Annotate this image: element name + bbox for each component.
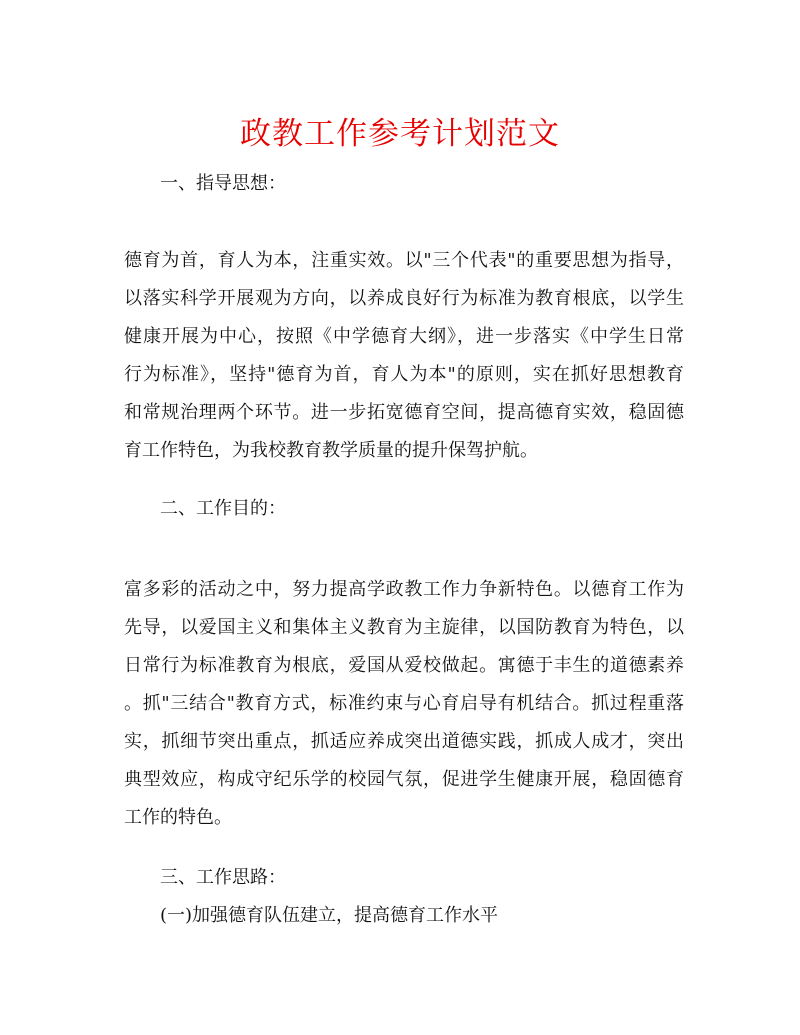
paragraph-line: 育工作特色，为我校教育教学质量的提升保驾护航。	[124, 440, 538, 461]
paragraph-line: 以落实科学开展观为方向，以养成良好行为标准为教育根底，以学生	[124, 288, 684, 309]
paragraph-line: 实，抓细节突出重点，抓适应养成突出道德实践，抓成人成才，突出	[124, 731, 684, 752]
paragraph-line: 富多彩的活动之中，努力提高学政教工作力争新特色。以德育工作为	[124, 579, 684, 600]
section-heading-work-approach: 三、工作思路：	[160, 867, 286, 888]
document-title: 政教工作参考计划范文	[240, 116, 560, 152]
paragraph-line: 先导，以爱国主义和集体主义教育为主旋律，以国防教育为特色，以	[124, 617, 684, 638]
paragraph-line: 德育为首，育人为本，注重实效。以"三个代表"的重要思想为指导，	[124, 250, 684, 271]
paragraph-line: 行为标准》，坚持"德育为首，育人为本"的原则，实在抓好思想教育	[124, 364, 684, 385]
paragraph-guiding-ideology	[124, 242, 684, 470]
paragraph-line: 和常规治理两个环节。进一步拓宽德育空间，提高德育实效，稳固德	[124, 402, 684, 423]
paragraph-line: 工作的特色。	[124, 807, 232, 828]
paragraph-work-goals	[124, 571, 684, 837]
paragraph-line: 健康开展为中心，按照《中学德育大纲》，进一步落实《中学生日常	[124, 326, 684, 347]
section-heading-work-goals: 二、工作目的：	[160, 498, 286, 519]
paragraph-line: 典型效应，构成守纪乐学的校园气氛，促进学生健康开展，稳固德育	[124, 769, 684, 790]
subsection-heading-team-building: (一)加强德育队伍建立，提高德育工作水平	[160, 905, 499, 926]
section-heading-guiding-ideology: 一、指导思想：	[160, 173, 286, 194]
paragraph-line: 日常行为标准教育为根底，爱国从爱校做起。寓德于丰生的道德素养	[124, 655, 684, 676]
paragraph-line: 。抓"三结合"教育方式，标准约束与心育启导有机结合。抓过程重落	[124, 693, 684, 714]
